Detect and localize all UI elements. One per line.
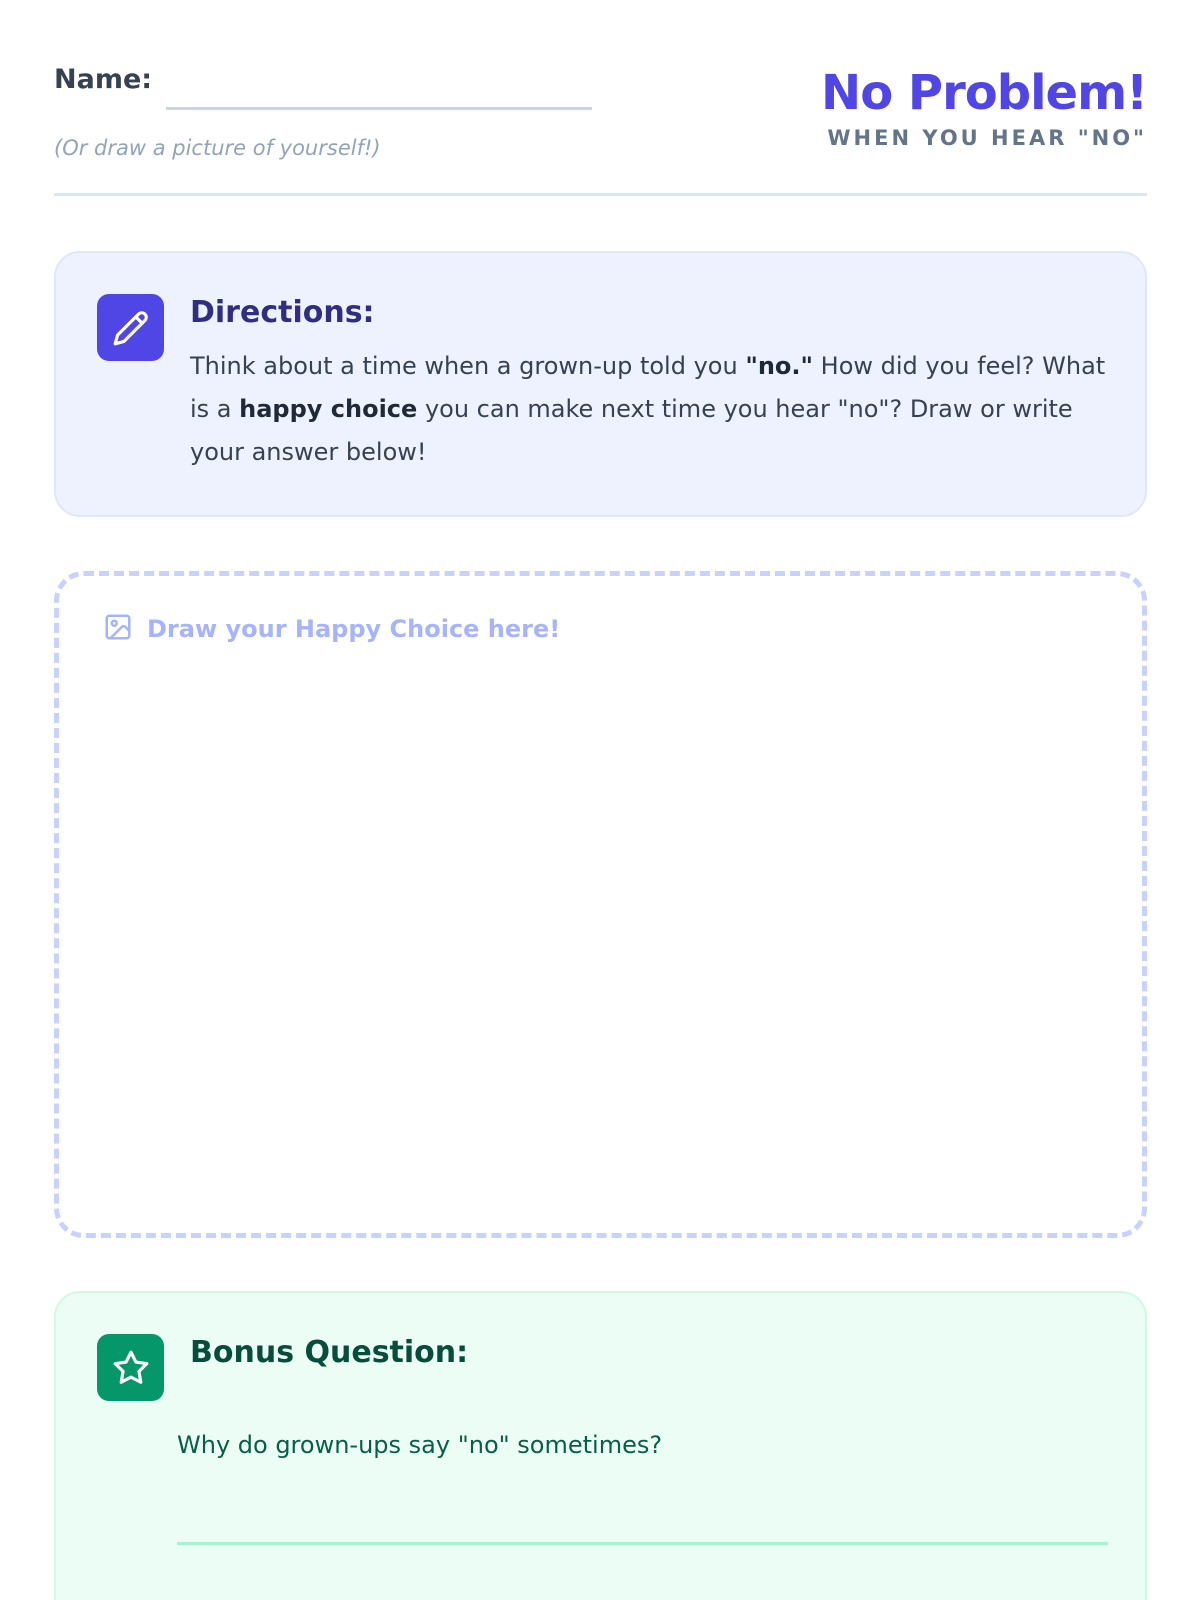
name-label: Name: [54, 64, 153, 95]
bonus-card [54, 1291, 1147, 1600]
image-icon [103, 612, 133, 646]
drawing-area-text: Draw your Happy Choice here! [147, 615, 561, 643]
directions-card [54, 251, 1147, 517]
worksheet-header [54, 0, 1147, 196]
drawing-area[interactable] [54, 571, 1147, 1238]
worksheet-subtitle: WHEN YOU HEAR "NO" [827, 126, 1147, 150]
name-input-line[interactable] [166, 107, 592, 110]
star-icon [97, 1334, 164, 1401]
bonus-title: Bonus Question: [190, 1335, 469, 1370]
brand [821, 64, 1147, 150]
directions-text: Think about a time when a grown-up told you "no." How did you feel? What is a happy choice you can make next time you hear "no"? Draw or write your answer below! [190, 352, 1106, 466]
bonus-answer-line[interactable] [177, 1542, 1108, 1545]
bonus-question: Why do grown-ups say "no" sometimes? [177, 1431, 663, 1459]
pencil-icon [97, 294, 164, 361]
drawing-area-label [103, 612, 560, 646]
name-hint: (Or draw a picture of yourself!) [54, 136, 381, 160]
name-row [54, 62, 592, 98]
worksheet-title: No Problem! [821, 65, 1147, 121]
directions-title: Directions: [190, 295, 375, 330]
